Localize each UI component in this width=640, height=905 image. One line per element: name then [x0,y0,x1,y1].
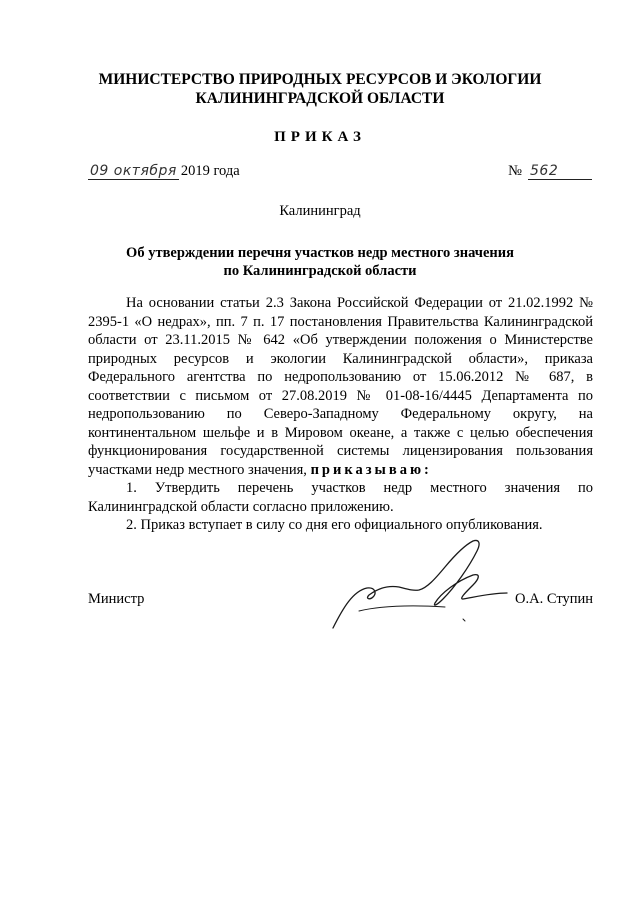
order-item-1: 1. Утвердить перечень участков недр местного значения по Калининградской области согласно приложению. [88,480,593,515]
date-suffix: 2019 года [180,163,240,179]
order-title: ПРИКАЗ [274,129,366,145]
signature-tick [463,619,465,621]
signature-loop [359,606,445,611]
command-colon: : [424,461,432,478]
handwritten-date: 09 октября [90,163,177,179]
city: Калининград [279,203,361,219]
number-prefix: № [508,163,522,179]
command-word: приказываю [310,461,425,478]
order-item-2: 2. Приказ вступает в силу со дня его официального опубликования. [126,517,543,533]
signatory-position: Министр [88,591,145,607]
preamble-text: На основании статьи 2.3 Закона Российской Федерации от 21.02.1992 № 2395-1 «О недрах», пп. 7 п. 17 постановления Правительства Калининградской области от 23.11.2015 № 642 «Об утверждении положения о Министерстве природных ресурсов и экологии Калининградской области», приказа Федерального агентства по недропользованию от 15.06.2012 № 687, в соответствии с письмом от 27.08.2019 № 01-08-16/4445 Департамента по недропользованию по Северо-Западному Федеральному округу, на континентальном шельфе и в Мировом океане, а также с целью обеспечения функционирования государственной системы лицензирования пользования участками недр местного значения, [88,295,593,478]
order-body [88,294,593,535]
order-date [88,163,240,183]
order-subject-line1: Об утверждении перечня участков недр местного значения [126,245,514,261]
ministry-header [0,70,640,108]
order-subject [0,244,640,280]
ministry-header-line1: МИНИСТЕРСТВО ПРИРОДНЫХ РЕСУРСОВ И ЭКОЛОГИИ [98,71,542,88]
handwritten-number: 562 [528,163,592,180]
preamble-paragraph [88,294,593,479]
order-number [508,163,592,180]
signature-stroke [333,540,507,628]
ministry-header-line2: КАЛИНИНГРАДСКОЙ ОБЛАСТИ [195,90,445,107]
signature-image [295,533,515,643]
order-subject-line2: по Калининградской области [223,263,417,279]
signatory-name: О.А. Ступин [515,591,593,607]
